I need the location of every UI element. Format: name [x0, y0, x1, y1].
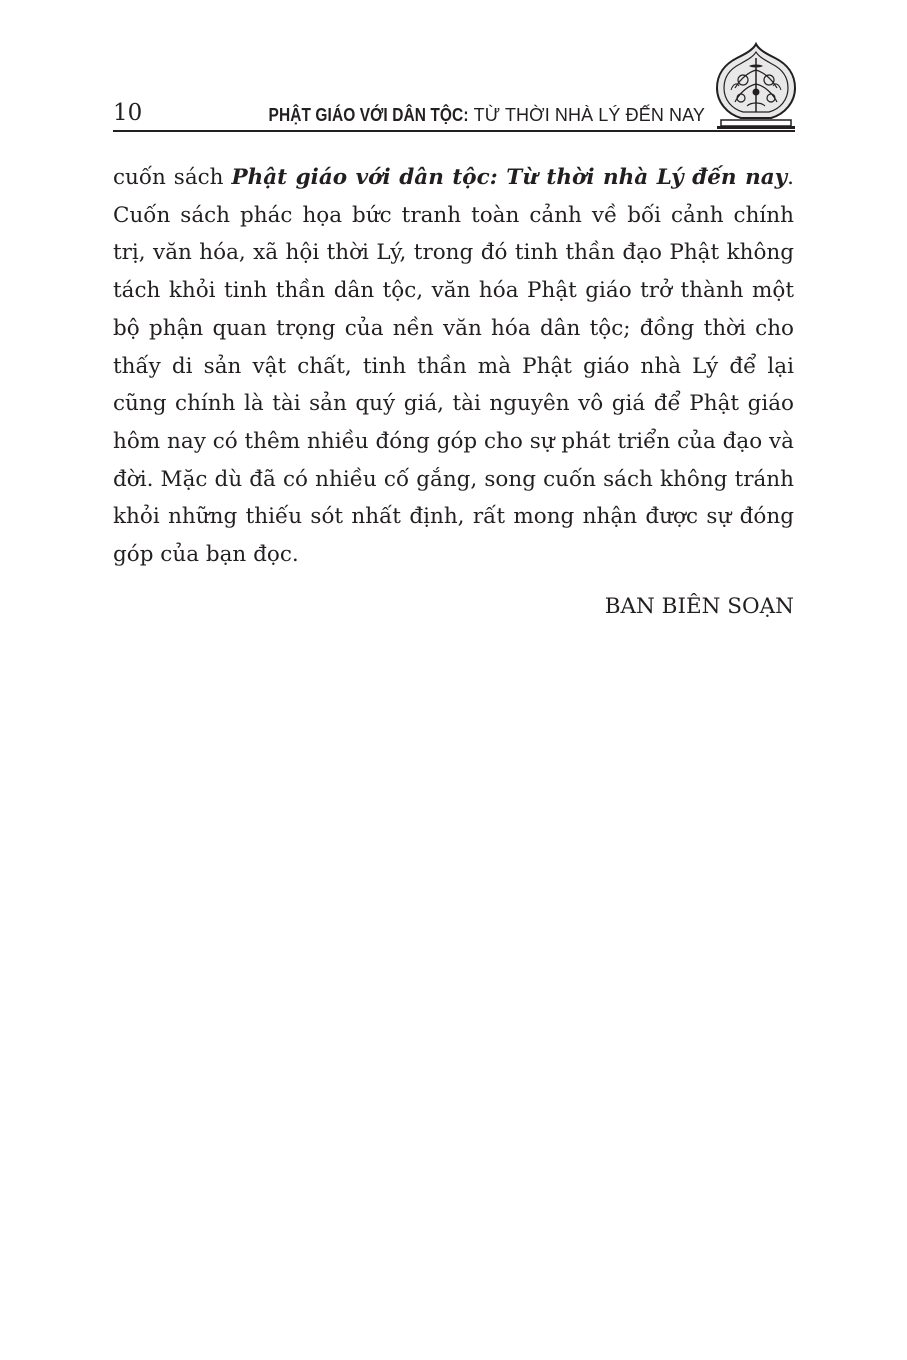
running-title: [236, 104, 705, 126]
header-rule: [113, 130, 795, 132]
paragraph-text: . Cuốn sách phác họa bức tranh toàn cảnh về bối cảnh chính trị, văn hóa, xã hội thời Lý, trong đó tinh thần đạo Phật không tách khỏi tinh thần dân tộc, văn hóa Phật giáo trở thành một bộ phận quan trọng của nền văn hóa dân tộc; đồng thời cho thấy di sản vật chất, tinh thần mà Phật giáo nhà Lý để lại cũng chính là tài sản quý giá, tài nguyên vô giá để Phật giáo hôm nay có thêm nhiều đóng góp cho sự phát triển của đạo và đời. Mặc dù đã có nhiều cố gắng, song cuốn sách không tránh khỏi những thiếu sót nhất định, rất mong nhận được sự đóng góp của bạn đọc.: [113, 165, 794, 568]
book-title: Phật giáo với dân tộc: Từ thời nhà Lý đến nay: [231, 165, 788, 190]
running-title-bold: PHẬT GIÁO VỚI DÂN TỘC:: [268, 105, 469, 125]
paragraph: [113, 159, 794, 574]
paragraph-intro: cuốn sách: [113, 165, 232, 190]
body-paragraph: [113, 159, 794, 574]
signature: BAN BIÊN SOẠN: [604, 594, 794, 619]
page-header: [113, 96, 715, 130]
bodhi-leaf-ornament-icon: [713, 40, 799, 134]
page-number: 10: [113, 100, 143, 126]
running-title-regular: TỪ THỜI NHÀ LÝ ĐẾN NAY: [468, 105, 705, 125]
